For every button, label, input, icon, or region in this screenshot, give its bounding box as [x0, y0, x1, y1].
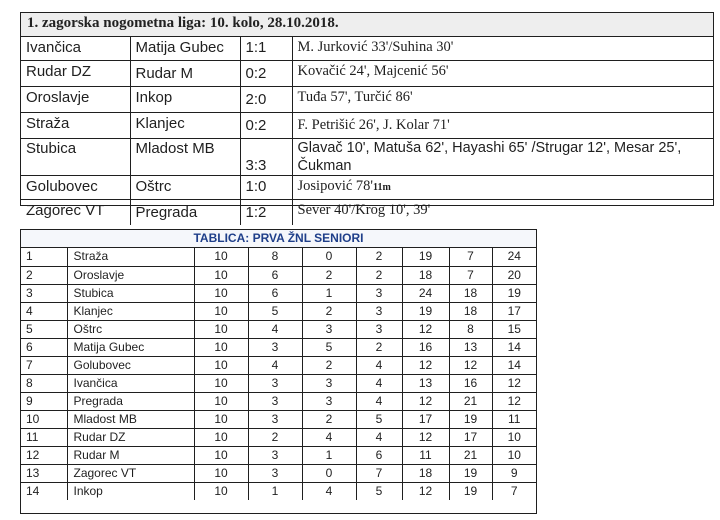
position-cell: 6 [21, 338, 67, 356]
goals-for-cell: 18 [402, 464, 449, 482]
standings-table [20, 229, 537, 514]
points-cell: 11 [492, 410, 536, 428]
losses-cell: 5 [356, 482, 402, 500]
home-team: Ivančica [21, 37, 130, 61]
played-cell: 10 [194, 410, 248, 428]
position-cell: 13 [21, 464, 67, 482]
points-cell: 10 [492, 446, 536, 464]
position-cell: 4 [21, 302, 67, 320]
team-cell: Oroslavje [67, 266, 194, 284]
match-score: 0:2 [240, 61, 292, 87]
losses-cell: 6 [356, 446, 402, 464]
wins-cell: 3 [248, 338, 302, 356]
standings-row [21, 338, 536, 356]
team-cell: Mladost MB [67, 410, 194, 428]
standings-title: TABLICA: PRVA ŽNL SENIORI [21, 230, 536, 248]
home-team: Golubovec [21, 176, 130, 200]
penalty-note: 11m [373, 182, 391, 193]
position-cell: 11 [21, 428, 67, 446]
standings-row [21, 302, 536, 320]
home-team: Straža [21, 113, 130, 139]
goals-for-cell: 19 [402, 248, 449, 266]
points-cell: 12 [492, 392, 536, 410]
losses-cell: 2 [356, 248, 402, 266]
away-team: Matija Gubec [130, 37, 240, 61]
losses-cell: 3 [356, 302, 402, 320]
goal-scorers [292, 176, 713, 200]
points-cell: 9 [492, 464, 536, 482]
goals-for-cell: 12 [402, 356, 449, 374]
away-team: Oštrc [130, 176, 240, 200]
played-cell: 10 [194, 482, 248, 500]
match-row [21, 200, 713, 226]
goals-against-cell: 21 [449, 446, 492, 464]
losses-cell: 5 [356, 410, 402, 428]
goals-against-cell: 13 [449, 338, 492, 356]
draws-cell: 3 [302, 320, 356, 338]
team-cell: Golubovec [67, 356, 194, 374]
played-cell: 10 [194, 248, 248, 266]
played-cell: 10 [194, 320, 248, 338]
position-cell: 5 [21, 320, 67, 338]
draws-cell: 3 [302, 392, 356, 410]
home-team: Rudar DZ [21, 61, 130, 87]
home-team: Stubica [21, 139, 130, 176]
results-title: 1. zagorska nogometna liga: 10. kolo, 28.10.2018. [21, 13, 713, 37]
standings-row [21, 356, 536, 374]
goals-against-cell: 19 [449, 464, 492, 482]
goals-against-cell: 21 [449, 392, 492, 410]
played-cell: 10 [194, 266, 248, 284]
away-team: Inkop [130, 87, 240, 113]
draws-cell: 0 [302, 248, 356, 266]
standings-row [21, 374, 536, 392]
goals-against-cell: 18 [449, 284, 492, 302]
position-cell: 14 [21, 482, 67, 500]
wins-cell: 3 [248, 374, 302, 392]
goals-against-cell: 12 [449, 356, 492, 374]
played-cell: 10 [194, 446, 248, 464]
losses-cell: 7 [356, 464, 402, 482]
standings-row [21, 266, 536, 284]
standings-row [21, 284, 536, 302]
away-team: Pregrada [130, 200, 240, 226]
goals-against-cell: 8 [449, 320, 492, 338]
team-cell: Matija Gubec [67, 338, 194, 356]
goal-scorers: Sever 40'/Krog 10', 39' [297, 202, 431, 218]
wins-cell: 5 [248, 302, 302, 320]
points-cell: 15 [492, 320, 536, 338]
played-cell: 10 [194, 338, 248, 356]
position-cell: 1 [21, 248, 67, 266]
team-cell: Stubica [67, 284, 194, 302]
goal-scorers: M. Jurković 33'/Suhina 30' [292, 37, 713, 61]
standings-row [21, 464, 536, 482]
position-cell: 10 [21, 410, 67, 428]
goals-against-cell: 16 [449, 374, 492, 392]
goals-for-cell: 18 [402, 266, 449, 284]
goal-scorers: F. Petrišić 26', J. Kolar 71' [292, 113, 713, 139]
away-team: Klanjec [130, 113, 240, 139]
points-cell: 12 [492, 374, 536, 392]
losses-cell: 3 [356, 320, 402, 338]
points-cell: 17 [492, 302, 536, 320]
wins-cell: 1 [248, 482, 302, 500]
match-row [21, 87, 713, 113]
draws-cell: 2 [302, 302, 356, 320]
losses-cell: 4 [356, 428, 402, 446]
losses-cell: 4 [356, 392, 402, 410]
scorer-text: Josipović 78' [297, 178, 374, 194]
played-cell: 10 [194, 464, 248, 482]
goals-for-cell: 12 [402, 320, 449, 338]
wins-cell: 3 [248, 464, 302, 482]
match-row [21, 37, 713, 61]
match-score: 1:2 [240, 200, 292, 226]
draws-cell: 1 [302, 446, 356, 464]
goals-for-cell: 12 [402, 392, 449, 410]
wins-cell: 6 [248, 284, 302, 302]
goals-for-cell: 17 [402, 410, 449, 428]
losses-cell: 3 [356, 284, 402, 302]
team-cell: Rudar DZ [67, 428, 194, 446]
goal-scorers: Kovačić 24', Majcenić 56' [292, 61, 713, 87]
match-row [21, 61, 713, 87]
played-cell: 10 [194, 374, 248, 392]
standings-row [21, 482, 536, 500]
away-team: Mladost MB [130, 139, 240, 176]
goals-for-cell: 24 [402, 284, 449, 302]
played-cell: 10 [194, 392, 248, 410]
team-cell: Straža [67, 248, 194, 266]
standings-row [21, 446, 536, 464]
draws-cell: 5 [302, 338, 356, 356]
losses-cell: 4 [356, 374, 402, 392]
position-cell: 12 [21, 446, 67, 464]
standings-row [21, 410, 536, 428]
goals-for-cell: 13 [402, 374, 449, 392]
played-cell: 10 [194, 356, 248, 374]
standings-row [21, 320, 536, 338]
draws-cell: 3 [302, 374, 356, 392]
played-cell: 10 [194, 302, 248, 320]
goals-against-cell: 7 [449, 248, 492, 266]
position-cell: 3 [21, 284, 67, 302]
position-cell: 7 [21, 356, 67, 374]
draws-cell: 4 [302, 428, 356, 446]
wins-cell: 6 [248, 266, 302, 284]
wins-cell: 4 [248, 320, 302, 338]
draws-cell: 2 [302, 410, 356, 428]
wins-cell: 3 [248, 392, 302, 410]
losses-cell: 2 [356, 338, 402, 356]
results-table [20, 12, 714, 221]
standings-row [21, 248, 536, 266]
home-team: Zagorec VT [21, 200, 130, 226]
goals-for-cell: 12 [402, 428, 449, 446]
draws-cell: 4 [302, 482, 356, 500]
goals-against-cell: 19 [449, 482, 492, 500]
points-cell: 14 [492, 356, 536, 374]
losses-cell: 2 [356, 266, 402, 284]
away-team: Rudar M [130, 61, 240, 87]
wins-cell: 8 [248, 248, 302, 266]
goals-for-cell: 16 [402, 338, 449, 356]
match-score: 1:1 [240, 37, 292, 61]
match-row [21, 139, 713, 176]
played-cell: 10 [194, 284, 248, 302]
points-cell: 7 [510, 483, 518, 498]
match-row [21, 113, 713, 139]
team-cell: Zagorec VT [67, 464, 194, 482]
results-grid [21, 37, 713, 225]
team-cell: Inkop [67, 482, 194, 500]
points-cell: 10 [492, 428, 536, 446]
standings-row [21, 392, 536, 410]
goals-against-cell: 7 [449, 266, 492, 284]
points-cell: 20 [492, 266, 536, 284]
position-cell: 8 [21, 374, 67, 392]
goals-for-cell: 19 [402, 302, 449, 320]
goals-for-cell: 11 [402, 446, 449, 464]
match-row [21, 176, 713, 200]
match-score: 3:3 [240, 139, 292, 176]
goals-against-cell: 19 [449, 410, 492, 428]
wins-cell: 2 [248, 428, 302, 446]
position-cell: 2 [21, 266, 67, 284]
points-cell: 14 [492, 338, 536, 356]
home-team: Oroslavje [21, 87, 130, 113]
position-cell: 9 [21, 392, 67, 410]
team-cell: Rudar M [67, 446, 194, 464]
standings-row [21, 428, 536, 446]
wins-cell: 4 [248, 356, 302, 374]
draws-cell: 2 [302, 266, 356, 284]
team-cell: Ivančica [67, 374, 194, 392]
played-cell: 10 [194, 428, 248, 446]
goals-for-cell: 12 [402, 482, 449, 500]
goals-against-cell: 17 [449, 428, 492, 446]
points-cell: 19 [492, 284, 536, 302]
draws-cell: 0 [302, 464, 356, 482]
goal-scorers: Glavač 10', Matuša 62', Hayashi 65' /Strugar 12', Mesar 25', Čukman [292, 139, 713, 176]
wins-cell: 3 [248, 446, 302, 464]
draws-cell: 1 [302, 284, 356, 302]
team-cell: Oštrc [67, 320, 194, 338]
wins-cell: 3 [248, 410, 302, 428]
draws-cell: 2 [302, 356, 356, 374]
match-score: 0:2 [240, 113, 292, 139]
goals-against-cell: 18 [449, 302, 492, 320]
match-score: 2:0 [240, 87, 292, 113]
losses-cell: 4 [356, 356, 402, 374]
standings-grid [21, 248, 536, 500]
points-cell: 24 [492, 248, 536, 266]
team-cell: Klanjec [67, 302, 194, 320]
team-cell: Pregrada [67, 392, 194, 410]
goal-scorers: Tuđa 57', Turčić 86' [292, 87, 713, 113]
match-score: 1:0 [240, 176, 292, 200]
